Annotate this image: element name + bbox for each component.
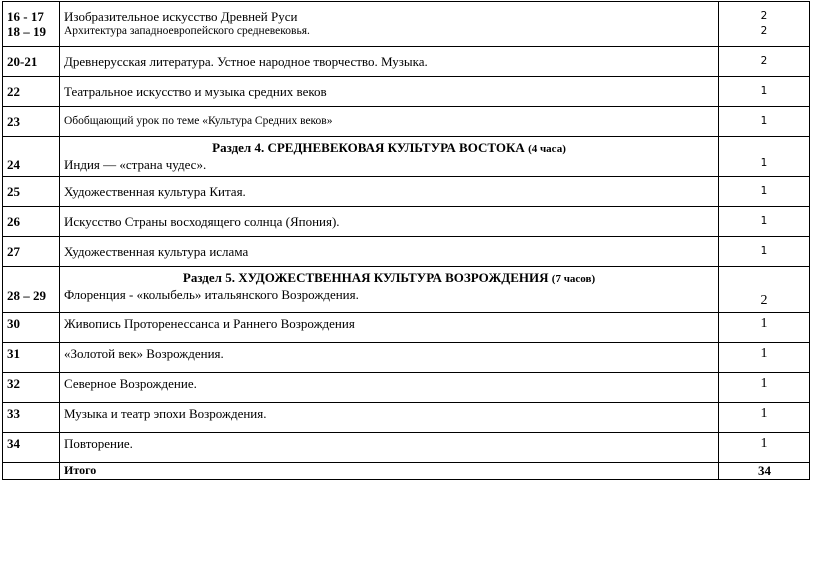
table-row (3, 77, 810, 107)
lesson-number: 24 (3, 137, 60, 177)
topic-text: Повторение. (60, 433, 719, 463)
total-row (3, 463, 810, 480)
lesson-number: 27 (3, 237, 60, 267)
section-hours: (7 часов) (551, 273, 596, 285)
lesson-number-cell (3, 2, 60, 47)
table-row (3, 403, 810, 433)
total-hours: 34 (719, 463, 810, 480)
section-title: Раздел 4. СРЕДНЕВЕКОВАЯ КУЛЬТУРА ВОСТОКА (212, 140, 525, 155)
lesson-number: 30 (3, 313, 60, 343)
topic-text: Северное Возрождение. (60, 373, 719, 403)
hours-value: 1 (719, 177, 810, 207)
lesson-number: 31 (3, 343, 60, 373)
hours-value: 1 (719, 77, 810, 107)
topic-text: Художественная культура Китая. (60, 177, 719, 207)
table-row (3, 237, 810, 267)
hours-value: 1 (719, 433, 810, 463)
lesson-number: 16 - 17 (7, 9, 44, 24)
hours-value: 1 (719, 313, 810, 343)
hours-value: 2 (719, 267, 810, 313)
hours-value: 1 (719, 343, 810, 373)
lesson-number: 33 (3, 403, 60, 433)
lesson-number: 18 – 19 (7, 24, 46, 39)
lesson-number: 23 (3, 107, 60, 137)
hours-value: 1 (719, 237, 810, 267)
section-heading (64, 270, 714, 287)
topic-text: Живопись Проторенессанса и Раннего Возрождения (60, 313, 719, 343)
table-row (3, 207, 810, 237)
topic-text: Музыка и театр эпохи Возрождения. (60, 403, 719, 433)
section-title: Раздел 5. ХУДОЖЕСТВЕННАЯ КУЛЬТУРА ВОЗРОЖДЕНИЯ (182, 270, 549, 285)
lesson-number: 25 (3, 177, 60, 207)
total-label: Итого (60, 463, 719, 480)
hours-value: 1 (719, 403, 810, 433)
lesson-number: 28 – 29 (3, 267, 60, 313)
table-row (3, 343, 810, 373)
topic-text: Флоренция - «колыбель» итальянского Возрождения. (64, 287, 359, 302)
topic-text: Художественная культура ислама (60, 237, 719, 267)
empty-cell (3, 463, 60, 480)
topic-text: Театральное искусство и музыка средних веков (60, 77, 719, 107)
hours-cell (719, 2, 810, 47)
section-row (3, 137, 810, 177)
hours-value: 2 (719, 47, 810, 77)
lesson-number: 20-21 (3, 47, 60, 77)
section-hours: (4 часа) (528, 143, 566, 155)
table-row (3, 373, 810, 403)
lesson-number: 22 (3, 77, 60, 107)
topic-text: Индия — «страна чудес». (64, 157, 207, 172)
table-row (3, 433, 810, 463)
topic-text: Изобразительное искусство Древней Руси (64, 9, 298, 24)
topic-text: Обобщающий урок по теме «Культура Средних веков» (60, 107, 719, 137)
hours-value: 1 (719, 373, 810, 403)
hours-value: 1 (719, 107, 810, 137)
topic-cell (60, 2, 719, 47)
lesson-number: 32 (3, 373, 60, 403)
hours-value: 2 (760, 10, 768, 22)
hours-value: 1 (719, 137, 810, 177)
section-heading (64, 140, 714, 157)
hours-value: 1 (719, 207, 810, 237)
lesson-plan-table (2, 1, 810, 480)
table-row (3, 2, 810, 47)
topic-text: Древнерусская литература. Устное народное творчество. Музыка. (60, 47, 719, 77)
topic-cell (60, 267, 719, 313)
table-row (3, 47, 810, 77)
section-row (3, 267, 810, 313)
table-row (3, 313, 810, 343)
topic-cell (60, 137, 719, 177)
topic-text: Искусство Страны восходящего солнца (Япония). (60, 207, 719, 237)
hours-value: 2 (760, 25, 768, 37)
lesson-number: 26 (3, 207, 60, 237)
topic-text: «Золотой век» Возрождения. (60, 343, 719, 373)
topic-text: Архитектура западноевропейского средневековья. (64, 25, 310, 37)
table-row (3, 177, 810, 207)
table-row (3, 107, 810, 137)
lesson-number: 34 (3, 433, 60, 463)
